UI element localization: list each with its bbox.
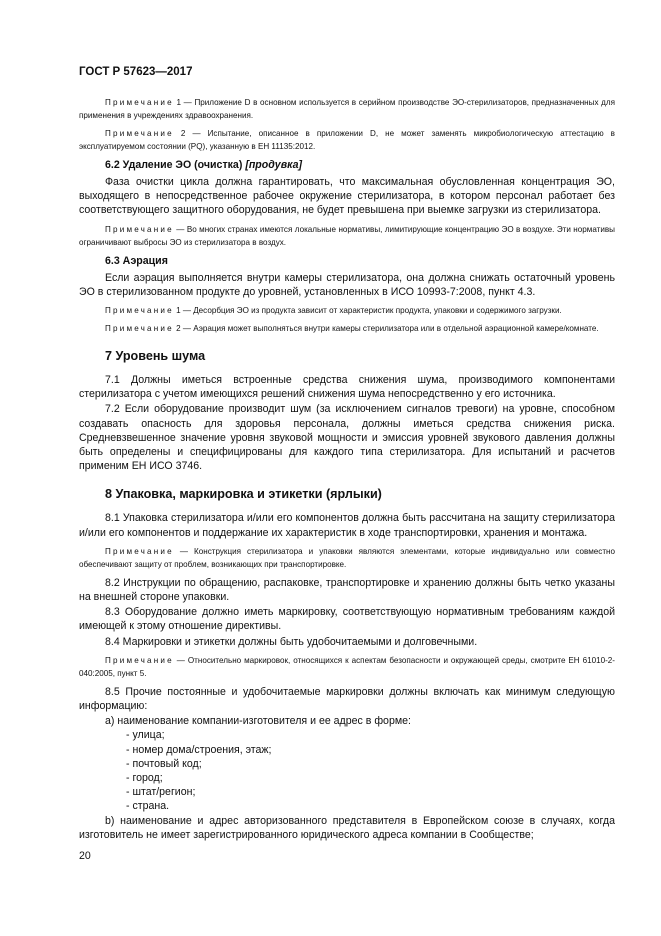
paragraph: 8.3 Оборудование должно иметь маркировку, соответствующую нормативным требованиям каждой имеющей к этому отношение директивы. [79,606,615,633]
note-label: Примечание [105,98,174,107]
note-label: Примечание [105,324,174,334]
note [79,304,615,317]
paragraph: 8.1 Упаковка стерилизатора и/или его компонентов должна быть рассчитана на защиту стерилизатора и/или его компонентов и поддержание их характеристик в ходе транспортировки, хранения и монтажа. [79,512,615,539]
note-text: Во многих странах имеются локальные нормативы, лимитирующие концентрацию ЭО в воздухе. Эти нормативы ограничивают выбросы ЭО из стерилизатора в воздух. [79,224,615,247]
paragraph: Если аэрация выполняется внутри камеры стерилизатора, она должна снижать остаточный уровень ЭО в стерилизованном продукте до уровней, установленных в ИСО 10993-7:2008, пункт 4.3. [79,271,615,298]
paragraph: 7.1 Должны иметься встроенные средства снижения шума, производимого компонентами стерилизатора с учетом имеющихся решений снижения шума непосредственно у его источника. [79,374,615,401]
note-label: Примечание [105,224,174,234]
note-label: Примечание [105,306,174,316]
note-number: 2 — [173,324,194,334]
note-number: 1 — [173,98,195,107]
paragraph: 8.2 Инструкции по обращению, распаковке, транспортировке и хранению должны быть четко указаны на внешней стороне упаковки. [79,576,615,604]
list-item-text: наименование и адрес авторизованного представителя в Европейском союзе в случаях, когда изготовитель не имеет зарегистрированного юридического адреса компании в Сообществе; [79,814,615,841]
note-number: — [173,655,188,665]
document-body [79,96,615,842]
sub-list-item: - штат/регион; [126,786,196,799]
note-number: 2 — [173,129,208,138]
note [79,322,615,335]
section-heading-8: 8 Упаковка, маркировка и этикетки (ярлыки) [105,487,382,502]
note [79,96,615,122]
paragraph: 8.5 Прочие постоянные и удобочитаемые маркировки должны включать как минимум следующую информацию: [79,685,615,713]
sub-list-item: - почтовый код; [126,757,202,770]
note [79,654,615,680]
list-item-label: b) [105,814,115,827]
note-number: — [173,224,187,234]
sub-list-item: - страна. [126,800,170,813]
note-label: Примечание [105,546,174,556]
page-number: 20 [79,850,91,862]
section-heading-7: 7 Уровень шума [105,349,206,364]
paragraph: Фаза очистки цикла должна гарантировать, что максимальная обусловленная концентрация ЭО, выходящего в непосредственное рабочее окружение стерилизатора, в котором персонал работает без соответствующего защитного оборудования, не будет превышена при выемке загрузки из стерилизатора. [79,176,615,217]
note-text: Десорбция ЭО из продукта зависит от характеристик продукта, упаковки и содержимого загрузки. [193,306,562,316]
heading-text: 6.2 Удаление ЭО (очистка) [105,159,246,171]
note-text: Конструкция стерилизатора и упаковки являются элементами, которые индивидуально или совместно обеспечивают защиту от проблем, возникающих при транспортировке. [79,546,615,569]
note-label: Примечание [105,655,174,665]
section-heading-6-3: 6.3 Аэрация [105,254,168,267]
note [79,545,615,571]
paragraph: 8.4 Маркировки и этикетки должны быть удобочитаемыми и долговечными. [105,635,478,648]
sub-list-item: - город; [126,772,163,785]
list-item: a) наименование компании-изготовителя и ее адрес в форме: [105,715,411,728]
note-text: Аэрация может выполняться внутри камеры стерилизатора или в отдельной аэрационной камере/комнате. [193,324,599,334]
list-item [79,814,615,842]
note [79,127,615,153]
note-text: Приложение D в основном используется в серийном производстве ЭО-стерилизаторов, предназначенных для применения в учреждениях здравоохранения. [79,98,615,120]
sub-list-item: - номер дома/строения, этаж; [126,743,272,756]
note-label: Примечание [105,129,174,138]
document-header: ГОСТ Р 57623—2017 [79,66,193,78]
note-number: 1 — [173,306,194,316]
note [79,223,615,249]
section-heading-6-2 [105,158,615,172]
note-text: Относительно маркировок, относящихся к аспектам безопасности и окружающей среды, смотрите ЕН 61010-2-040:2005, пункт 5. [79,655,615,678]
heading-term: [продувка] [245,159,303,171]
note-number: — [173,546,195,556]
note-text: Испытание, описанное в приложении D, не может заменять микробиологическую аттестацию в эксплуатируемом состоянии (PQ), указанную в ЕН 11135:2012. [79,129,615,151]
sub-list-item: - улица; [126,729,165,742]
paragraph: 7.2 Если оборудование производит шум (за исключением сигналов тревоги) на уровне, способном создавать опасность для здоровья персонала, должны иметься средства снижения риска. Средневзвешенное значение уровня звуковой мощности и эмиссия уровней звукового давления должны быть определены и специфицированы для каждого типа стерилизатора. Для испытаний и расчетов применим ЕН ИСО 3746. [79,403,615,473]
